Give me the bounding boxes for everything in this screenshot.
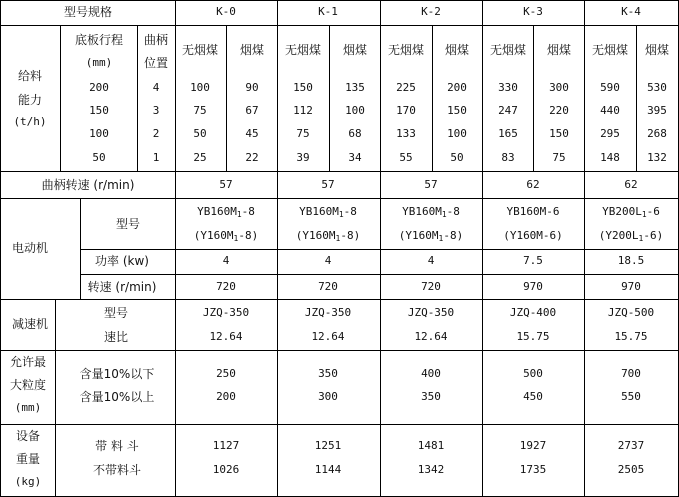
motor-label: 电动机 [11,241,49,255]
table-cell-motor-model: $YB160M_1-8$ [299,205,357,219]
table-cell-capacity: 170 [396,104,416,117]
model-header-k-3: K-3 [523,5,543,18]
table-cell-motor-power: 7.5 [523,254,543,267]
table-cell-weight: 1481 [417,439,445,452]
table-cell-granularity: 400 [421,367,441,380]
table-cell-capacity: 22 [245,151,259,164]
table-cell-reducer-ratio: 12.64 [209,330,243,343]
grid-vline [60,25,61,172]
table-cell-motor-model: YB160M-6 [506,205,560,218]
grid-vline [329,25,330,172]
table-cell-crank-speed: 57 [219,178,233,191]
table-cell-capacity: 530 [647,81,667,94]
capacity-label: 能力 [17,93,43,107]
granularity-label: 允许最 [9,355,47,369]
table-cell-capacity: 132 [647,151,667,164]
granularity-unit-label: (mm) [14,401,42,414]
table-cell-motor-power: 4 [324,254,332,267]
granularity-row-label: 含量10%以下 [79,367,155,381]
table-cell-capacity: 225 [396,81,416,94]
table-cell-motor-model-alt: $(Y200L_1-6)$ [598,229,664,243]
stroke-header-label: 底板行程 [74,33,124,47]
model-header-k-2: K-2 [421,5,441,18]
table-cell-weight: 1927 [519,439,547,452]
grid-vline [175,0,176,497]
table-cell-stroke: 100 [89,127,109,140]
table-cell-granularity: 700 [621,367,641,380]
table-cell-motor-model-alt: $(Y160M_1-8)$ [193,229,259,243]
table-cell-capacity: 295 [600,127,620,140]
table-cell-motor-power: 4 [427,254,435,267]
grid-hline [0,424,679,425]
capacity-label: 给料 [17,69,43,83]
table-cell-capacity: 67 [245,104,259,117]
table-cell-capacity: 300 [549,81,569,94]
table-cell-capacity: 150 [293,81,313,94]
grid-hline [0,25,679,26]
table-cell-capacity: 148 [600,151,620,164]
grid-vline [226,25,227,172]
granularity-row-label: 含量10%以上 [79,390,155,404]
anthracite-header: 无烟煤 [591,43,629,57]
table-cell-capacity: 150 [447,104,467,117]
table-cell-motor-speed: 970 [621,280,641,293]
table-cell-stroke: 150 [89,104,109,117]
table-cell-granularity: 250 [216,367,236,380]
table-cell-crank-speed: 62 [526,178,540,191]
table-cell-weight: 2505 [617,463,645,476]
table-cell-capacity: 75 [552,151,566,164]
table-cell-capacity: 55 [399,151,413,164]
table-cell-stroke: 50 [92,151,106,164]
crank-speed-label: 曲柄转速 (r/min) [41,178,135,192]
table-cell-capacity: 440 [600,104,620,117]
model-header-k-0: K-0 [216,5,236,18]
table-cell-capacity: 90 [245,81,259,94]
anthracite-header: 无烟煤 [489,43,527,57]
table-border-top [0,0,679,1]
table-cell-capacity: 100 [190,81,210,94]
table-cell-capacity: 45 [245,127,259,140]
table-cell-motor-power: 4 [222,254,230,267]
table-cell-motor-model-alt: $(Y160M_1-8)$ [295,229,361,243]
table-cell-capacity: 25 [193,151,207,164]
grid-hline [0,350,679,351]
grid-vline [137,25,138,172]
table-cell-crank-speed: 57 [424,178,438,191]
grid-hline [0,299,679,300]
table-cell-motor-power: 18.5 [617,254,645,267]
grid-vline [380,0,381,497]
granularity-label: 大粒度 [9,378,47,392]
table-cell-reducer-model: JZQ-500 [607,306,655,319]
table-cell-weight: 1251 [314,439,342,452]
grid-vline [277,0,278,497]
crank-header-label: 位置 [143,56,169,70]
table-cell-capacity: 135 [345,81,365,94]
table-cell-motor-model-alt: $(Y160M_1-8)$ [398,229,464,243]
table-cell-crank-position: 3 [152,104,160,117]
table-cell-capacity: 50 [450,151,464,164]
table-cell-weight: 1026 [212,463,240,476]
table-cell-motor-speed: 720 [216,280,236,293]
table-cell-capacity: 112 [293,104,313,117]
table-cell-capacity: 100 [447,127,467,140]
table-cell-capacity: 220 [549,104,569,117]
grid-hline [0,198,679,199]
model-header-k-4: K-4 [621,5,641,18]
grid-vline [482,0,483,497]
table-cell-crank-position: 2 [152,127,160,140]
table-cell-capacity: 150 [549,127,569,140]
table-cell-crank-position: 1 [152,151,160,164]
motor-model-label: 型号 [115,217,141,231]
motor-speed-label: 转速 (r/min) [87,280,157,294]
table-cell-reducer-ratio: 12.64 [311,330,345,343]
table-cell-granularity: 350 [421,390,441,403]
table-cell-weight: 2737 [617,439,645,452]
table-cell-granularity: 500 [523,367,543,380]
table-cell-granularity: 300 [318,390,338,403]
table-cell-motor-speed: 970 [523,280,543,293]
weight-unit-label: (kg) [14,475,42,488]
grid-vline [432,25,433,172]
table-cell-weight: 1342 [417,463,445,476]
grid-vline [533,25,534,172]
table-cell-capacity: 68 [348,127,362,140]
capacity-unit-label: (t/h) [13,115,47,128]
reducer-model-label: 型号 [103,306,129,320]
table-cell-motor-speed: 720 [318,280,338,293]
table-cell-motor-speed: 720 [421,280,441,293]
table-cell-motor-model: $YB160M_1-8$ [402,205,460,219]
table-cell-granularity: 200 [216,390,236,403]
table-cell-weight: 1127 [212,439,240,452]
table-cell-capacity: 100 [345,104,365,117]
grid-vline [80,198,81,300]
table-cell-capacity: 330 [498,81,518,94]
table-cell-capacity: 165 [498,127,518,140]
table-cell-capacity: 50 [193,127,207,140]
table-cell-granularity: 350 [318,367,338,380]
table-cell-reducer-ratio: 15.75 [516,330,550,343]
table-cell-capacity: 39 [296,151,310,164]
stroke-unit-label: (mm) [85,56,113,69]
table-cell-reducer-ratio: 15.75 [614,330,648,343]
table-cell-crank-position: 4 [152,81,160,94]
table-cell-reducer-model: JZQ-350 [407,306,455,319]
table-cell-motor-model: $YB200L_1-6$ [602,205,660,219]
anthracite-header: 无烟煤 [387,43,425,57]
table-cell-crank-speed: 57 [321,178,335,191]
table-cell-reducer-model: JZQ-350 [202,306,250,319]
bituminous-header: 烟煤 [444,43,470,57]
motor-power-label: 功率 (kw) [95,254,149,268]
weight-row-label: 不带料斗 [92,463,142,477]
table-cell-weight: 1735 [519,463,547,476]
table-cell-capacity: 75 [296,127,310,140]
table-cell-capacity: 268 [647,127,667,140]
table-cell-capacity: 590 [600,81,620,94]
grid-vline [584,0,585,497]
weight-label: 设备 [15,429,41,443]
bituminous-header: 烟煤 [342,43,368,57]
table-cell-capacity: 75 [193,104,207,117]
table-cell-capacity: 133 [396,127,416,140]
table-cell-granularity: 450 [523,390,543,403]
table-cell-capacity: 83 [501,151,515,164]
model-header-k-1: K-1 [318,5,338,18]
table-cell-reducer-ratio: 12.64 [414,330,448,343]
grid-vline [55,299,56,497]
table-cell-capacity: 395 [647,104,667,117]
spec-header-label: 型号规格 [63,5,113,19]
table-cell-stroke: 200 [89,81,109,94]
table-cell-reducer-model: JZQ-400 [509,306,557,319]
bituminous-header: 烟煤 [644,43,670,57]
table-cell-capacity: 200 [447,81,467,94]
weight-label: 重量 [15,452,41,466]
weight-row-label: 带 料 斗 [95,439,139,453]
reducer-label: 减速机 [11,317,49,331]
grid-vline [636,25,637,172]
table-cell-motor-model-alt: (Y160M-6) [503,229,563,242]
bituminous-header: 烟煤 [239,43,265,57]
table-cell-capacity: 34 [348,151,362,164]
table-cell-granularity: 550 [621,390,641,403]
table-cell-weight: 1144 [314,463,342,476]
table-cell-reducer-model: JZQ-350 [304,306,352,319]
table-cell-capacity: 247 [498,104,518,117]
anthracite-header: 无烟煤 [284,43,322,57]
crank-header-label: 曲柄 [143,33,169,47]
table-cell-motor-model: $YB160M_1-8$ [197,205,255,219]
grid-hline [0,171,679,172]
table-border-left [0,0,1,497]
reducer-ratio-label: 速比 [103,330,129,344]
bituminous-header: 烟煤 [546,43,572,57]
anthracite-header: 无烟煤 [181,43,219,57]
table-cell-crank-speed: 62 [624,178,638,191]
